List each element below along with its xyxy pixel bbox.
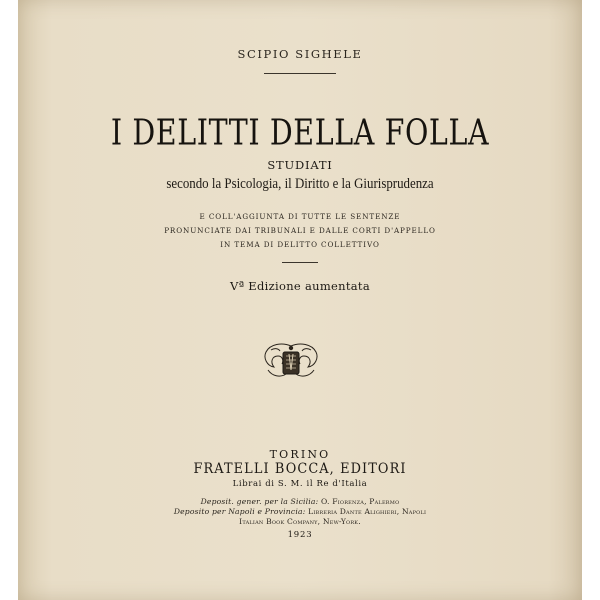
publication-year: 1923 [287,530,313,540]
company-name: Italian Book Company, New-York. [239,517,361,526]
deposit-sicily [18,497,582,506]
imprint-company [18,517,582,526]
title-page [18,0,582,600]
deposit-naples [18,507,582,516]
addendum-line-1: E COLL'AGGIUNTA DI TUTTE LE SENTENZE [199,212,401,221]
imprint-city: TORINO [269,448,331,461]
addendum-line-2: PRONUNCIATE DAI TRIBUNALI E DALLE CORTI D'APPELLO [164,226,436,235]
book-title: I DELITTI DELLA FOLLA [110,112,490,154]
deposit-naples-prefix: Deposito per Napoli e Provincia: [173,507,306,516]
imprint-publisher: FRATELLI BOCCA, EDITORI [193,461,407,477]
deposit-naples-name: Libreria Dante Alighieri, Napoli [308,507,427,516]
deposit-sicily-name: O. Fiorenza, Palermo [321,497,400,506]
edition-rule [282,262,318,263]
printers-mark-emblem [262,340,320,380]
deposit-sicily-prefix: Deposit. gener. per la Sicilia: [200,497,319,506]
imprint-booksellers: Librai di S. M. il Re d'Italia [232,479,368,489]
author-name: SCIPIO SIGHELE [237,47,363,61]
studied-label: STUDIATI [267,158,333,172]
book-subtitle: secondo la Psicologia, il Diritto e la Giurisprudenza [166,176,434,192]
author-rule [264,73,336,74]
edition-label: Vª Edizione aumentata [229,279,371,293]
addendum-line-3: IN TEMA DI DELITTO COLLETTIVO [220,240,380,249]
